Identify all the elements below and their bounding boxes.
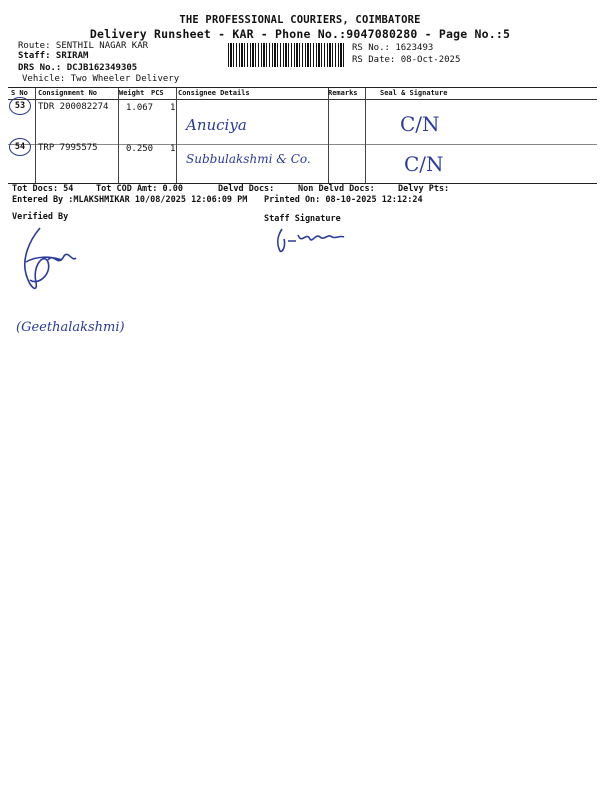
delivery-points: Delvy Pts: xyxy=(398,184,450,194)
company-title: THE PROFESSIONAL COURIERS, COIMBATORE xyxy=(179,14,421,26)
non-delivered-docs: Non Delvd Docs: xyxy=(298,184,375,194)
staff-signature-label: Staff Signature xyxy=(264,214,341,224)
delivered-docs: Delvd Docs: xyxy=(218,184,275,194)
header-sno: S No xyxy=(11,89,28,97)
row-consignment: TRP 7995575 xyxy=(38,143,98,153)
total-cod: Tot COD Amt: 0.00 xyxy=(96,184,183,194)
row-sno-circle: 53 xyxy=(9,97,31,115)
printed-on: Printed On: 08-10-2025 12:12:24 xyxy=(264,195,423,205)
staff-label: Staff: SRIRAM xyxy=(18,51,89,61)
row-consignment: TDR 200082274 xyxy=(38,102,109,112)
row-sno-circle: 54 xyxy=(9,138,31,156)
header-weight: Weight xyxy=(119,89,145,97)
runsheet-table xyxy=(8,87,597,184)
row-pcs: 1 xyxy=(170,103,176,113)
row-seal-handwritten: C/N xyxy=(400,112,440,136)
header-consignee: Consignee Details xyxy=(178,89,250,97)
vehicle-label: Vehicle: Two Wheeler Delivery xyxy=(22,74,180,84)
staff-signature xyxy=(272,225,362,255)
runsheet-subtitle: Delivery Runsheet - KAR - Phone No.:9047080280 - Page No.:5 xyxy=(89,27,511,41)
verifier-signature xyxy=(18,222,88,302)
row-consignee-handwritten: Subbulakshmi & Co. xyxy=(186,152,311,166)
verifier-name-handwritten: (Geethalakshmi) xyxy=(16,320,125,335)
row-seal-handwritten: C/N xyxy=(404,152,444,176)
row-weight: 1.067 xyxy=(126,103,154,113)
header-remarks: Remarks xyxy=(328,89,358,97)
verified-by-label: Verified By xyxy=(12,212,69,222)
row-pcs: 1 xyxy=(170,144,176,154)
drs-number: DRS No.: DCJB162349305 xyxy=(18,63,138,73)
header-consignment: Consignment No xyxy=(38,89,98,97)
row-weight: 0.250 xyxy=(126,144,154,154)
route-label: Route: SENTHIL NAGAR KAR xyxy=(18,41,149,51)
barcode-image xyxy=(228,43,346,67)
rs-date: RS Date: 08-Oct-2025 xyxy=(352,55,461,65)
total-docs: Tot Docs: 54 xyxy=(12,184,74,194)
entered-by: Entered By :MLAKSHMIKAR 10/08/2025 12:06:09 PM xyxy=(12,195,248,205)
rs-number: RS No.: 1623493 xyxy=(352,43,434,53)
header-pcs: PCS xyxy=(151,89,164,97)
row-consignee-handwritten: Anuciya xyxy=(186,116,247,134)
header-seal: Seal & Signature xyxy=(380,89,448,97)
